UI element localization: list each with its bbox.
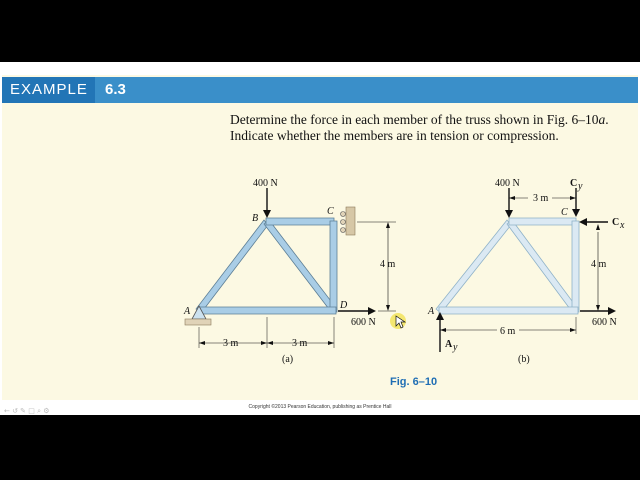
problem-line-2: Indicate whether the members are in tension or compression.: [230, 128, 559, 143]
fig-b-dim-bottom: 6 m: [500, 326, 516, 337]
problem-line-1-end: .: [605, 112, 609, 127]
ground-a: [185, 319, 211, 325]
fig-b-cx-sub: x: [620, 220, 625, 231]
fig-a-node-c: C: [327, 206, 334, 217]
example-number: 6.3: [105, 81, 126, 98]
member-ad: [198, 307, 336, 314]
fig-b-ay-sub: y: [453, 342, 458, 353]
fig-a-node-a: A: [184, 306, 191, 317]
presentation-toolbar[interactable]: ← ↺ ✎ □ ⌕ ⚙: [4, 407, 50, 415]
member-bc: [266, 218, 334, 225]
problem-fig-letter: a: [598, 112, 606, 127]
member-bd-b: [507, 220, 578, 313]
fig-b-dim-top: 3 m: [533, 193, 549, 204]
fig-a-node-b: B: [252, 213, 259, 224]
fig-b-cy-sub: y: [578, 181, 583, 192]
wall-c: [346, 207, 355, 235]
member-bc-b: [509, 218, 576, 225]
fig-b-sub-label: (b): [518, 354, 530, 365]
fig-a-load-top: 400 N: [253, 178, 278, 189]
member-cd: [330, 221, 337, 312]
fig-a-dim-left: 3 m: [223, 338, 239, 349]
truss-diagram-b: [427, 178, 625, 365]
fig-b-cy-label: C: [570, 178, 578, 189]
fig-b-cx-label: C: [612, 217, 620, 228]
fig-a-dim-right: 3 m: [292, 338, 308, 349]
slide: [0, 62, 640, 415]
fig-a-dim-vertical: 4 m: [380, 259, 396, 270]
fig-b-ay-label: A: [445, 339, 453, 350]
truss-diagram-a: [183, 178, 396, 365]
fig-b-node-a: A: [428, 306, 435, 317]
truss-figures: [0, 62, 640, 415]
fig-a-node-d: D: [340, 300, 348, 311]
fig-b-load-top: 400 N: [495, 178, 520, 189]
fig-b-load-right: 600 N: [592, 317, 617, 328]
copyright-notice: Copyright ©2013 Pearson Education, publishing as Prentice Hall: [248, 404, 392, 410]
fig-a-sub-label: (a): [282, 354, 294, 365]
member-ab: [196, 220, 268, 313]
example-label: EXAMPLE: [2, 77, 95, 103]
problem-line-1: Determine the force in each member of the truss shown in Fig. 6–10: [230, 112, 599, 127]
fig-a-load-right: 600 N: [351, 317, 376, 328]
member-cd-b: [572, 221, 579, 312]
fig-b-node-c: C: [561, 207, 568, 218]
fig-b-dim-vertical: 4 m: [591, 259, 607, 270]
member-ab-b: [436, 220, 511, 313]
member-ad-b: [439, 307, 578, 314]
member-bd: [264, 220, 337, 313]
figure-caption: Fig. 6–10: [390, 376, 438, 388]
